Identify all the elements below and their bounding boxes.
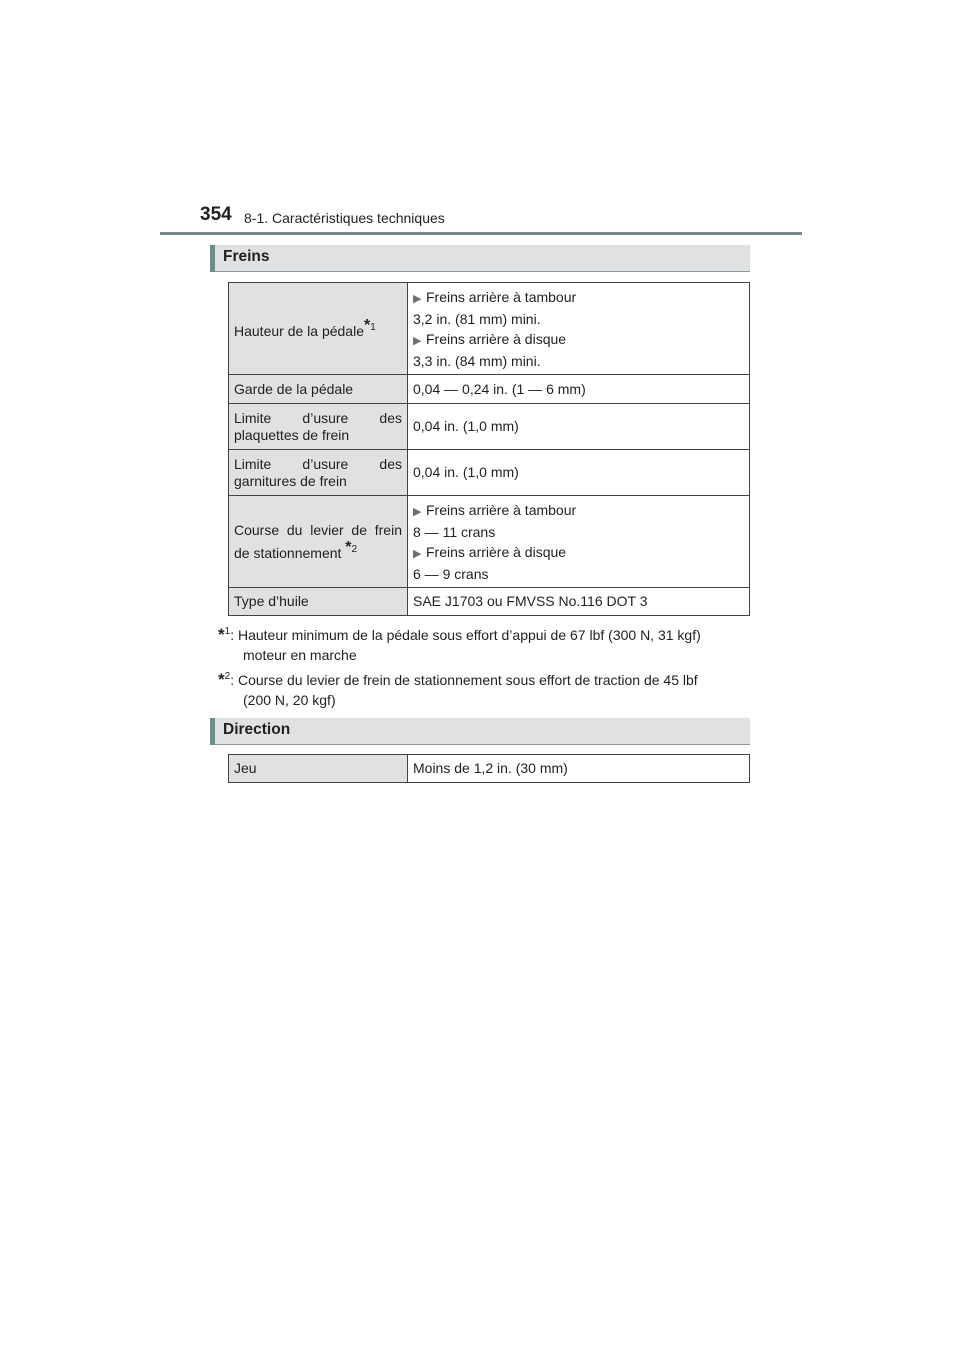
spec-value: SAE J1703 ou FMVSS No.116 DOT 3: [408, 588, 750, 616]
table-row: [229, 283, 750, 375]
triangle-right-icon: ▶: [413, 334, 422, 347]
spec-value: [408, 283, 750, 375]
spec-label: Hauteur de la pédale$^{*1}$: [229, 283, 408, 375]
header-rule: [160, 232, 802, 235]
spec-value: Moins de 1,2 in. (30 mm): [408, 755, 750, 783]
option-value: 3,3 in. (84 mm) mini.: [413, 352, 541, 369]
footnote-ref: *2: [345, 538, 358, 556]
spec-label: Course du levier de frein de stationnement $^{*2}$: [229, 496, 408, 588]
spec-value: 0,04 in. (1,0 mm): [408, 450, 750, 496]
option-heading: ▶ Freins arrière à tambour: [413, 287, 744, 309]
footnote: *$^1$: Hauteur minimum de la pédale sous effort d’appui de 67 lbf (300 N, 31 kgf) moteur en marche: [218, 625, 701, 663]
table-row: [229, 755, 750, 783]
chapter-title: 8-1. Caractéristiques techniques: [244, 210, 445, 226]
option-heading: ▶ Freins arrière à disque: [413, 542, 744, 564]
spec-value: 0,04 — 0,24 in. (1 — 6 mm): [408, 375, 750, 404]
spec-label: Jeu: [229, 755, 408, 783]
option-value: 6 — 9 crans: [413, 565, 489, 582]
brakes-spec-table: [228, 282, 750, 616]
spec-value: [408, 496, 750, 588]
table-row: [229, 588, 750, 616]
section-title: Direction: [223, 721, 291, 738]
spec-label: Type d’huile: [229, 588, 408, 616]
section-header-direction: [210, 718, 750, 745]
spec-value: 0,04 in. (1,0 mm): [408, 404, 750, 450]
section-accent: [210, 718, 215, 745]
spec-label: Limite d’usure des plaquettes de frein: [229, 404, 408, 450]
spec-label: Limite d’usure des garnitures de frein: [229, 450, 408, 496]
section-title: Freins: [223, 248, 270, 265]
triangle-right-icon: ▶: [413, 547, 422, 560]
footnote-ref: *1: [364, 317, 376, 334]
triangle-right-icon: ▶: [413, 505, 422, 518]
footnote: *$^2$: Course du levier de frein de stationnement sous effort de traction de 45 lbf (200 N, 20 kgf): [218, 670, 698, 708]
steering-spec-table: [228, 754, 750, 783]
page-header: [160, 204, 800, 234]
option-value: 3,2 in. (81 mm) mini.: [413, 310, 541, 327]
spec-label: Garde de la pédale: [229, 375, 408, 404]
section-header-freins: [210, 245, 750, 272]
option-heading: ▶ Freins arrière à tambour: [413, 500, 744, 522]
table-row: [229, 450, 750, 496]
table-row: [229, 404, 750, 450]
table-row: [229, 496, 750, 588]
page-number: 354: [200, 204, 232, 225]
table-row: [229, 375, 750, 404]
section-accent: [210, 245, 215, 272]
option-value: 8 — 11 crans: [413, 523, 496, 540]
option-heading: ▶ Freins arrière à disque: [413, 329, 744, 351]
triangle-right-icon: ▶: [413, 292, 422, 305]
